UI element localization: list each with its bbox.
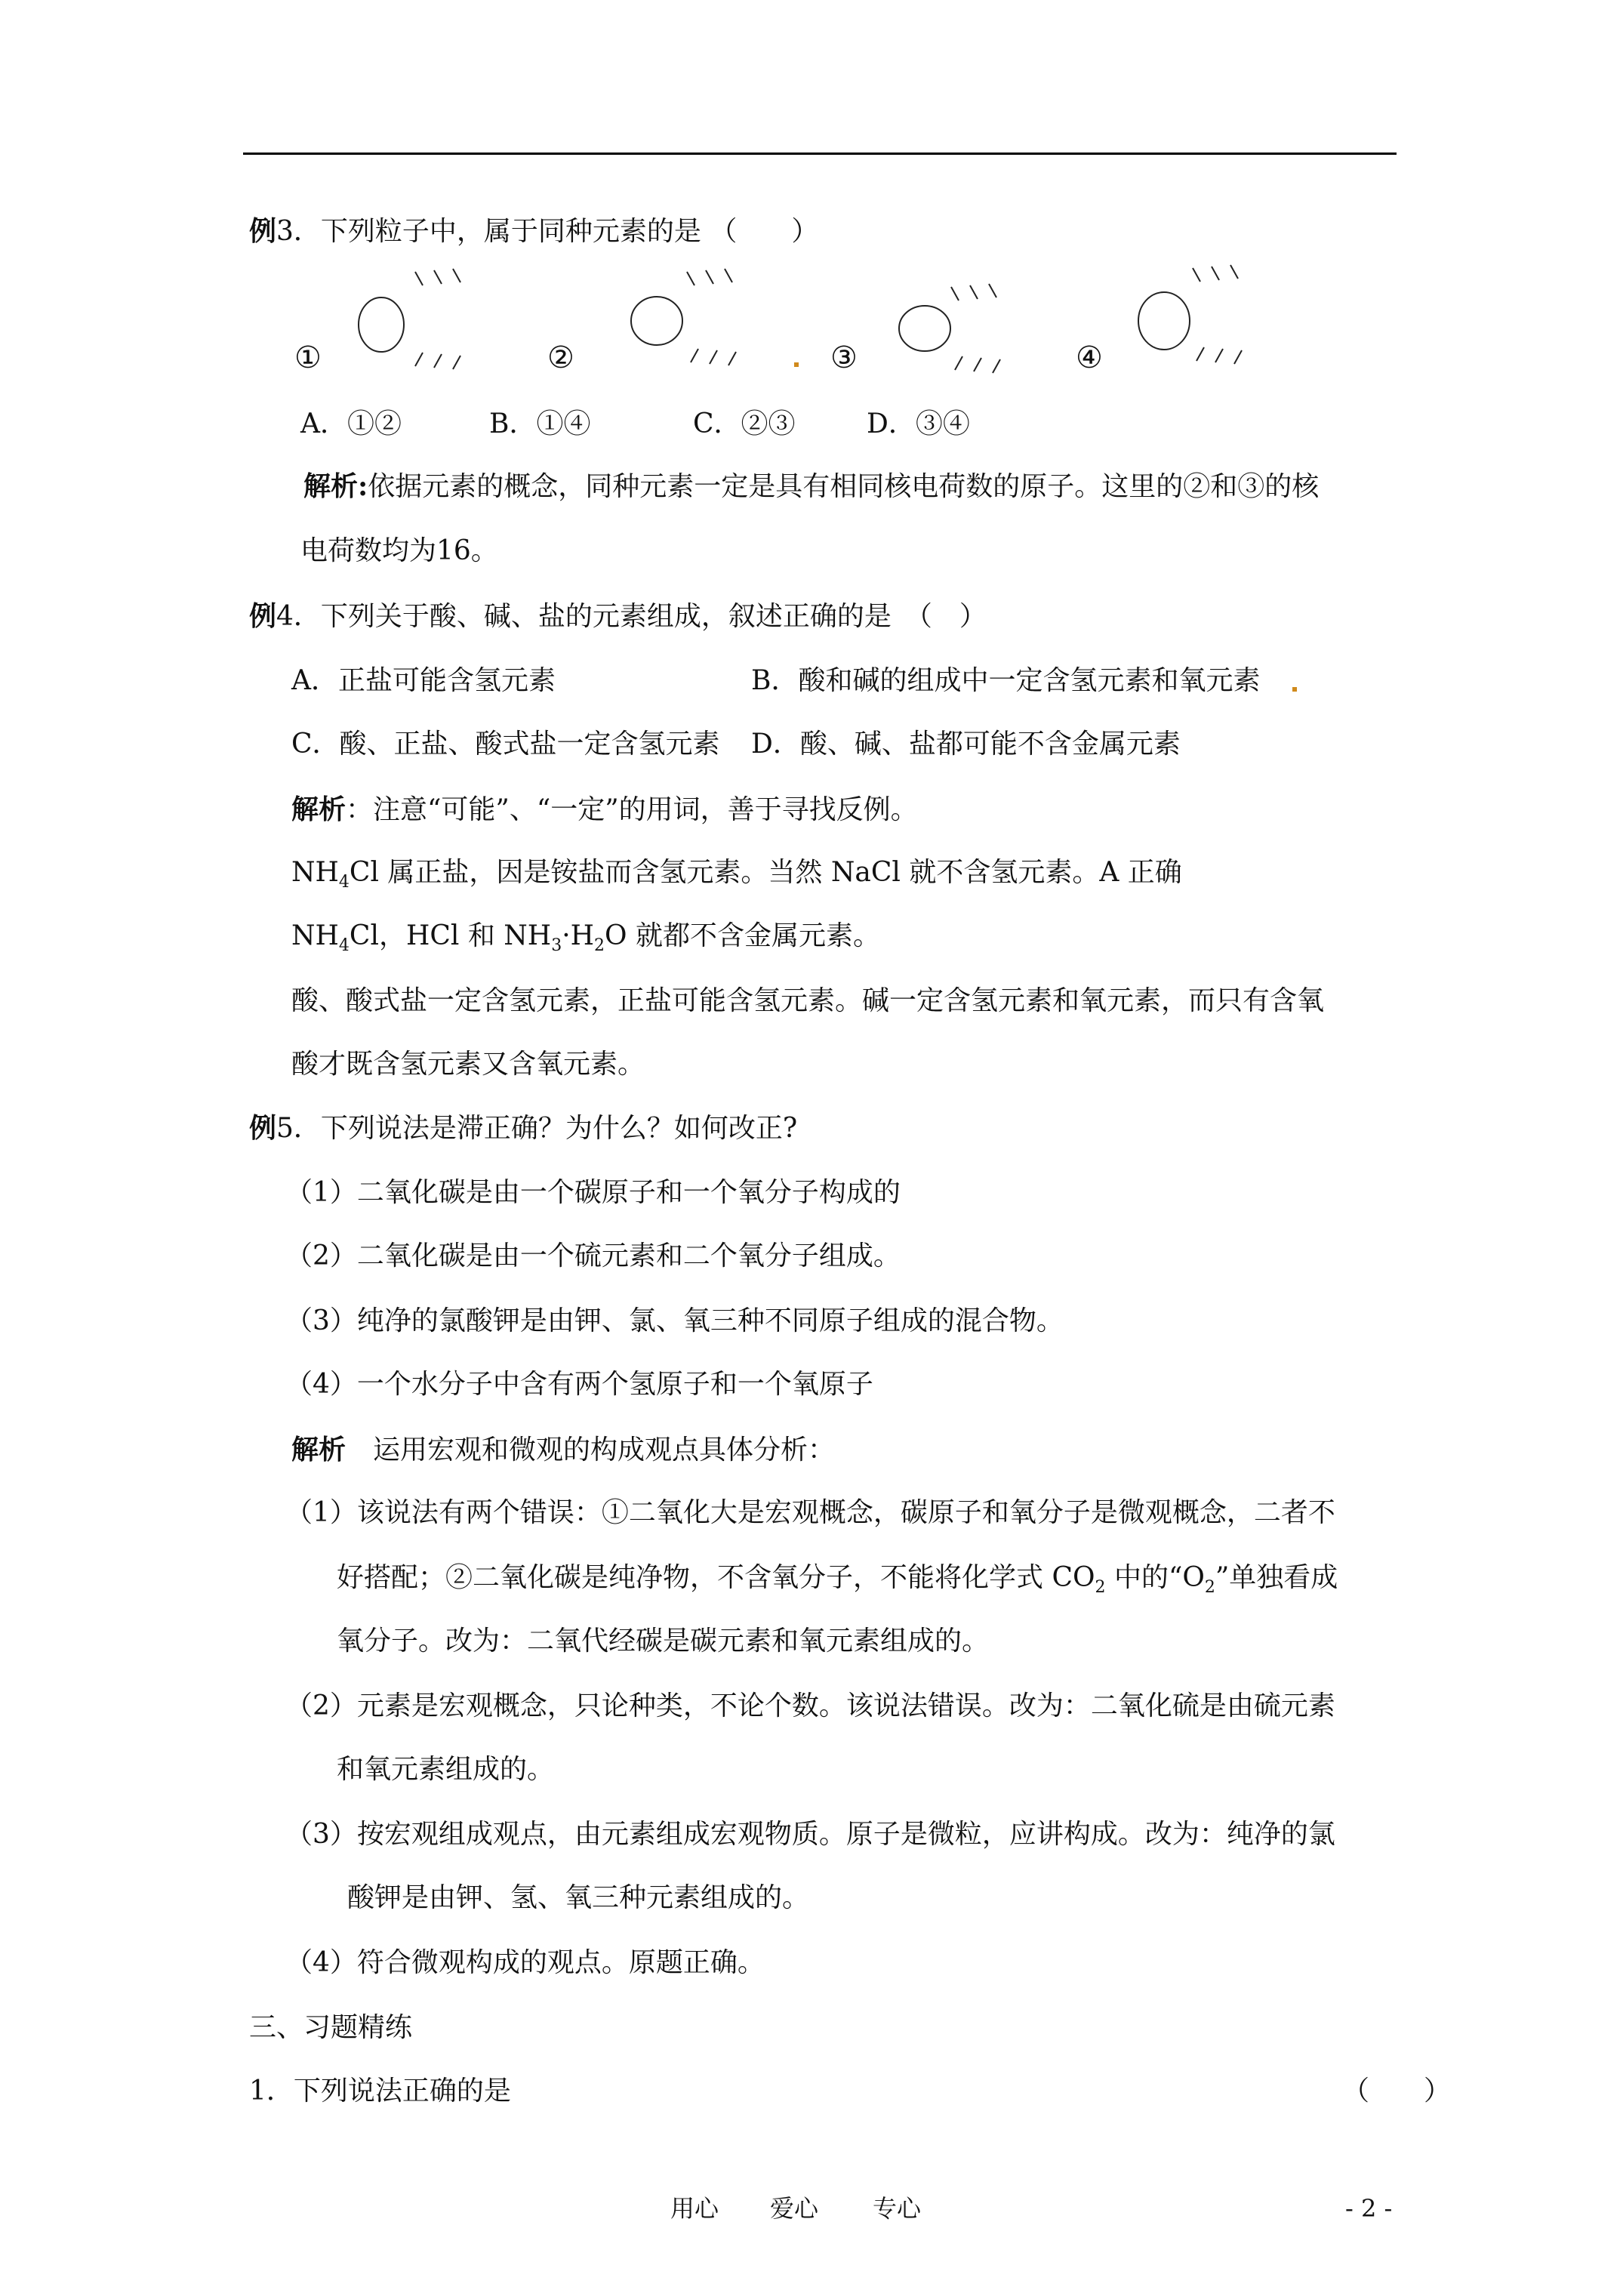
ex5-answer-3-line2: 酸钾是由钾、氢、氧三种元素组成的。 bbox=[347, 1882, 810, 1913]
ex3-analysis-label: 解析: bbox=[303, 470, 368, 502]
ex4-option-d: D．酸、碱、盐都可能不含金属元素 bbox=[751, 729, 1181, 760]
ex5-analysis-label: 解析 bbox=[291, 1434, 346, 1465]
ex4-title: 4．下列关于酸、碱、盐的元素组成，叙述正确的是 （ ） bbox=[276, 601, 987, 632]
footer-right: 专心 bbox=[873, 2194, 922, 2223]
ex5-answer-4: （4）符合微观构成的观点。原题正确。 bbox=[285, 1947, 765, 1978]
ex4-analysis-label: 解析 bbox=[291, 794, 346, 825]
ex5-title-line bbox=[249, 1110, 797, 1147]
ex5-answer-1-line2: 好搭配；②二氧化碳是纯净物，不含氧分子，不能将化学式 $CO_2$ 中的“$O_2$”单独看成 bbox=[337, 1562, 1338, 1598]
footer-left: 用心 bbox=[670, 2194, 719, 2223]
ex4-analysis-text: ：注意“可能”、“一定”的用词，善于寻找反例。 bbox=[346, 794, 918, 825]
ex5-analysis-text: 运用宏观和微观的构成观点具体分析： bbox=[346, 1435, 836, 1465]
ex4-title-line bbox=[249, 598, 987, 635]
page-number: - 2 - bbox=[1345, 2194, 1393, 2223]
ex5-analysis-line bbox=[291, 1432, 835, 1469]
ex4-label: 例 bbox=[249, 600, 277, 632]
ex3-title-line bbox=[249, 213, 818, 250]
footer-mid: 爱心 bbox=[770, 2194, 819, 2223]
ex4-option-a: A．正盐可能含氢元素 bbox=[291, 665, 556, 696]
ex3-option-d: D．③④ bbox=[867, 408, 970, 439]
ex5-label: 例 bbox=[249, 1112, 277, 1144]
ex5-answer-1-line3: 氧分子。改为：二氧代经碳是碳元素和氧元素组成的。 bbox=[337, 1626, 990, 1657]
shell-arcs-1 bbox=[415, 269, 460, 369]
ex3-option-b: B．①④ bbox=[489, 408, 591, 439]
ex5-answer-2-line1: （2）元素是宏观概念，只论种类，不论个数。该说法错误。改为：二氧化硫是由硫元素 bbox=[285, 1690, 1335, 1721]
ex4-detail-line3: 酸、酸式盐一定含氢元素，正盐可能含氢元素。碱一定含氢元素和氧元素，而只有含氧 bbox=[291, 985, 1325, 1016]
ex5-answer-1-line1: （1）该说法有两个错误：①二氧化大是宏观概念，碳原子和氧分子是微观概念，二者不 bbox=[285, 1497, 1335, 1528]
header-rule bbox=[243, 153, 1397, 155]
marker-2: ② bbox=[547, 341, 574, 375]
ex5-item-4: （4）一个水分子中含有两个氢原子和一个氧原子 bbox=[285, 1369, 873, 1400]
q1-answer-bracket: （ ） bbox=[1342, 2076, 1452, 2106]
shell-arcs-4 bbox=[1193, 265, 1242, 364]
marker-4: ④ bbox=[1076, 341, 1103, 375]
ex4-analysis-line bbox=[291, 791, 918, 828]
ex5-answer-3-line1: （3）按宏观组成观点，由元素组成宏观物质。原子是微粒，应讲构成。改为：纯净的氯 bbox=[285, 1819, 1335, 1850]
atom-structure-diagrams bbox=[294, 257, 1321, 385]
q1-title: 1．下列说法正确的是 bbox=[249, 2076, 511, 2106]
nucleus-4 bbox=[1138, 292, 1190, 350]
shell-arcs-3 bbox=[951, 284, 1000, 373]
nucleus-3 bbox=[899, 306, 950, 351]
ex5-item-3: （3）纯净的氯酸钾是由钾、氯、氧三种不同原子组成的混合物。 bbox=[285, 1305, 1064, 1336]
atom-sketches bbox=[294, 257, 1321, 385]
shell-arcs-2 bbox=[687, 269, 736, 365]
ex4-option-b: B．酸和碱的组成中一定含氢元素和氧元素 bbox=[751, 665, 1261, 696]
marker-1: ① bbox=[294, 341, 322, 375]
ex3-label: 例 bbox=[249, 215, 277, 247]
ex3-analysis-text: 依据元素的概念，同种元素一定是具有相同核电荷数的原子。这里的②和③的核 bbox=[368, 471, 1320, 502]
ex3-analysis-line2: 电荷数均为16。 bbox=[300, 535, 498, 566]
ex3-title: 3．下列粒子中，属于同种元素的是 （ ） bbox=[276, 216, 819, 247]
ex3-option-c: C．②③ bbox=[693, 408, 796, 439]
section-heading: 三、习题精练 bbox=[249, 2012, 413, 2043]
ex4-option-c: C．酸、正盐、酸式盐一定含氢元素 bbox=[291, 729, 720, 760]
stray-mark-2 bbox=[1292, 687, 1297, 692]
ex5-item-2: （2）二氧化碳是由一个硫元素和二个氧分子组成。 bbox=[285, 1240, 901, 1271]
marker-3: ③ bbox=[830, 341, 858, 375]
ex3-option-a: A．①② bbox=[300, 408, 402, 439]
ex4-detail-line2: $NH_4Cl$，HCl 和 $NH_3\cdot H_2O$ 就都不含金属元素。 bbox=[291, 920, 881, 956]
stray-mark bbox=[794, 362, 799, 367]
ex5-answer-2-line2: 和氧元素组成的。 bbox=[337, 1754, 555, 1785]
ex5-item-1: （1）二氧化碳是由一个碳原子和一个氧分子构成的 bbox=[285, 1177, 901, 1208]
ex3-analysis-line1 bbox=[303, 468, 1319, 505]
ex5-title: 5．下列说法是滞正确？为什么？如何改正? bbox=[276, 1113, 798, 1144]
ex4-detail-line4: 酸才既含氢元素又含氧元素。 bbox=[291, 1049, 645, 1080]
ex4-detail-line1: $NH_4Cl$ 属正盐，因是铵盐而含氢元素。当然 NaCl 就不含氢元素。A 正确 bbox=[291, 857, 1182, 892]
nucleus-2 bbox=[631, 297, 682, 345]
nucleus-1 bbox=[359, 297, 404, 352]
